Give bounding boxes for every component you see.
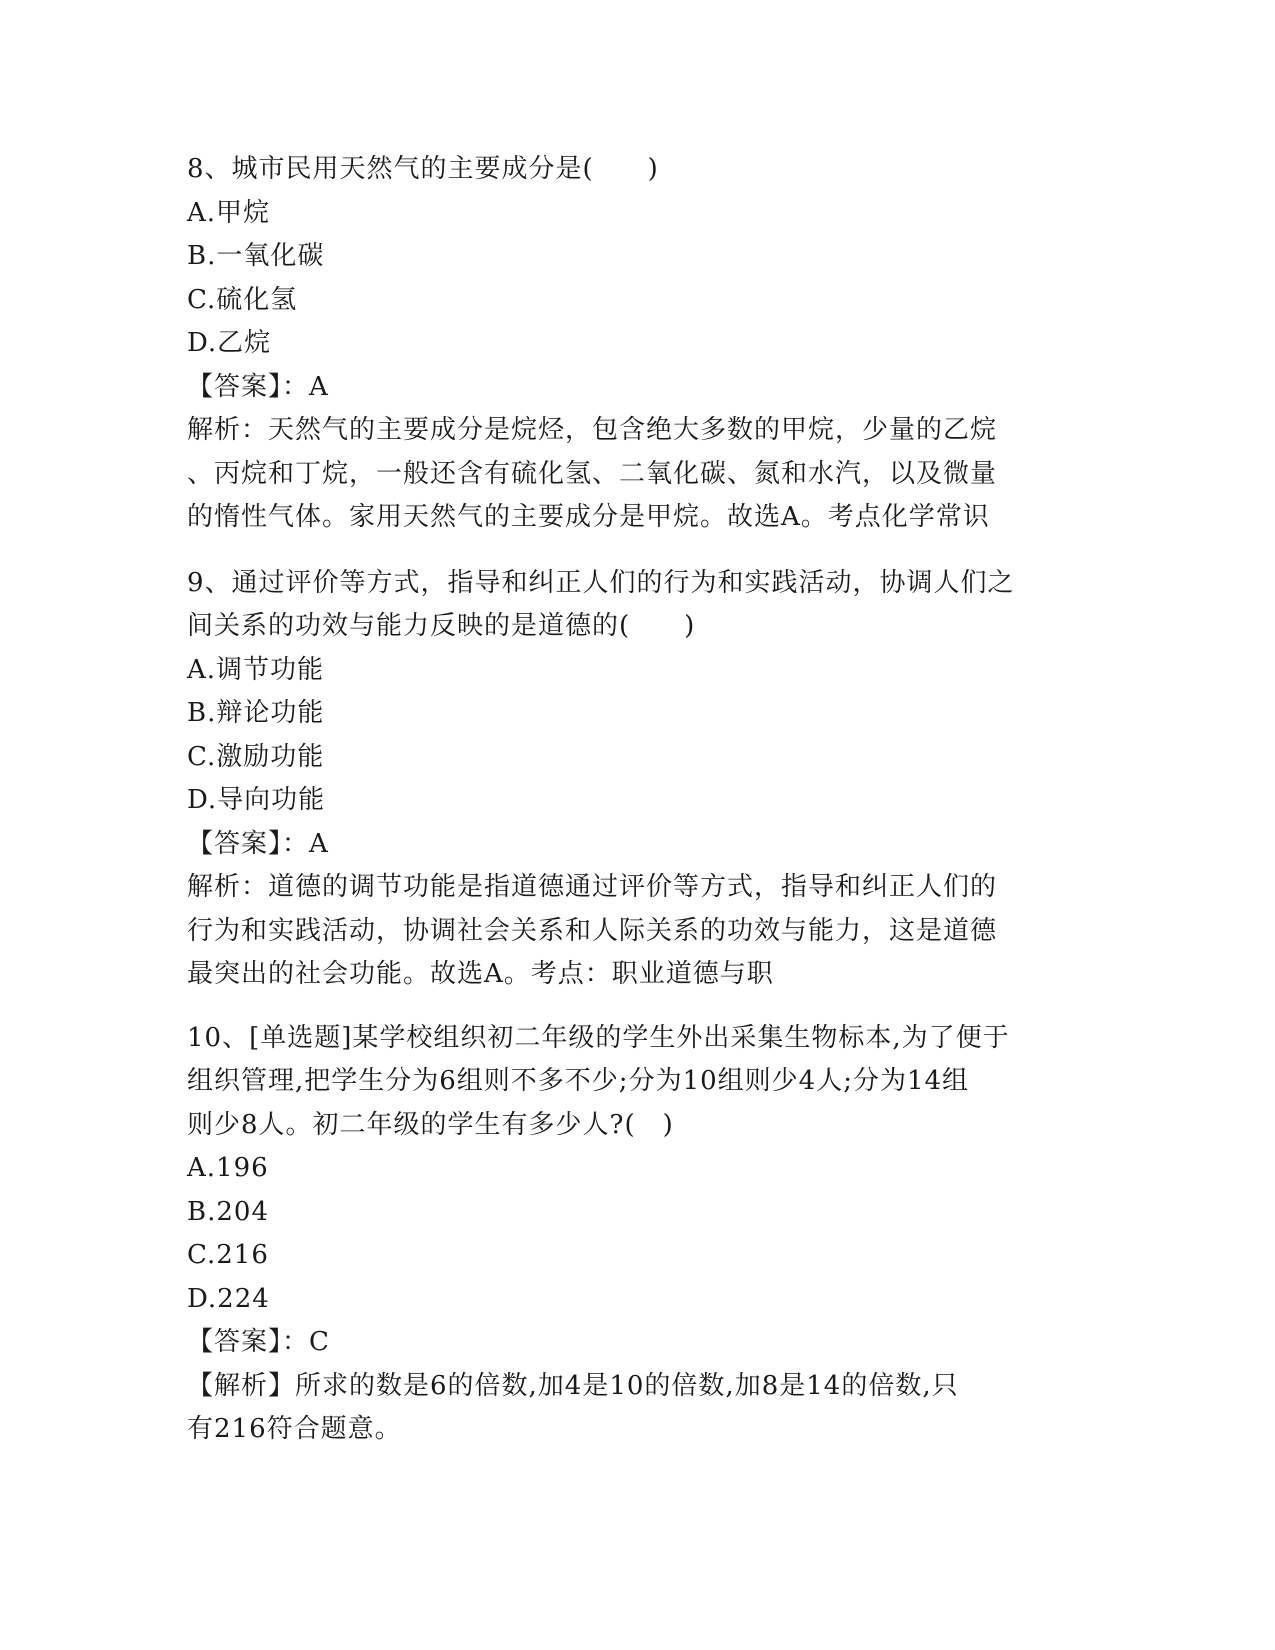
question-stem: 8、城市民用天然气的主要成分是( ) xyxy=(187,154,659,184)
question-stem: 间关系的功效与能力反映的是道德的( ) xyxy=(187,611,696,641)
question-spacer xyxy=(187,540,1087,562)
question-stem: 则少8人。初二年级的学生有多少人?( ) xyxy=(187,1109,674,1140)
option-c: C.硫化氢 xyxy=(187,284,298,315)
option-a: A.196 xyxy=(187,1153,269,1183)
answer-label: 【答案】：A xyxy=(187,371,329,402)
question-9 xyxy=(187,562,1087,997)
question-stem: 组织管理,把学生分为6组则不多不少;分为10组则少4人;分为14组 xyxy=(187,1066,970,1096)
option-d: D.导向功能 xyxy=(187,785,326,815)
explanation-line: 最突出的社会功能。故选A。考点：职业道德与职 xyxy=(187,959,774,989)
explanation-line: 解析：道德的调节功能是指道德通过评价等方式，指导和纠正人们的 xyxy=(187,872,998,902)
option-c: C.216 xyxy=(187,1240,269,1270)
question-10 xyxy=(187,1017,1087,1452)
option-b: B.一氧化碳 xyxy=(187,241,325,271)
explanation-line: 解析：天然气的主要成分是烷烃，包含绝大多数的甲烷，少量的乙烷 xyxy=(187,415,998,445)
option-d: D.224 xyxy=(187,1283,270,1314)
option-d: D.乙烷 xyxy=(187,328,272,358)
explanation-line: 的惰性气体。家用天然气的主要成分是甲烷。故选A。考点化学常识 xyxy=(187,502,990,532)
question-spacer xyxy=(187,997,1087,1017)
option-c: C.激励功能 xyxy=(187,741,325,772)
option-b: B.204 xyxy=(187,1196,269,1227)
explanation-line: 、丙烷和丁烷，一般还含有硫化氢、二氧化碳、氮和水汽，以及微量 xyxy=(187,458,998,489)
explanation-line: 行为和实践活动，协调社会关系和人际关系的功效与能力，这是道德 xyxy=(187,915,998,946)
question-stem: 10、[单选题]某学校组织初二年级的学生外出采集生物标本,为了便于 xyxy=(187,1022,1010,1053)
option-a: A.调节功能 xyxy=(187,654,325,685)
explanation-line: 有216符合题意。 xyxy=(187,1414,402,1444)
question-stem: 9、通过评价等方式，指导和纠正人们的行为和实践活动，协调人们之 xyxy=(187,567,1015,598)
question-8 xyxy=(187,148,1087,540)
document-page xyxy=(187,148,1087,1452)
option-a: A.甲烷 xyxy=(187,197,271,228)
explanation-line: 【解析】所求的数是6的倍数,加4是10的倍数,加8是14的倍数,只 xyxy=(187,1370,959,1401)
answer-label: 【答案】：C xyxy=(187,1327,330,1357)
option-b: B.辩论功能 xyxy=(187,698,325,728)
answer-label: 【答案】：A xyxy=(187,828,329,859)
